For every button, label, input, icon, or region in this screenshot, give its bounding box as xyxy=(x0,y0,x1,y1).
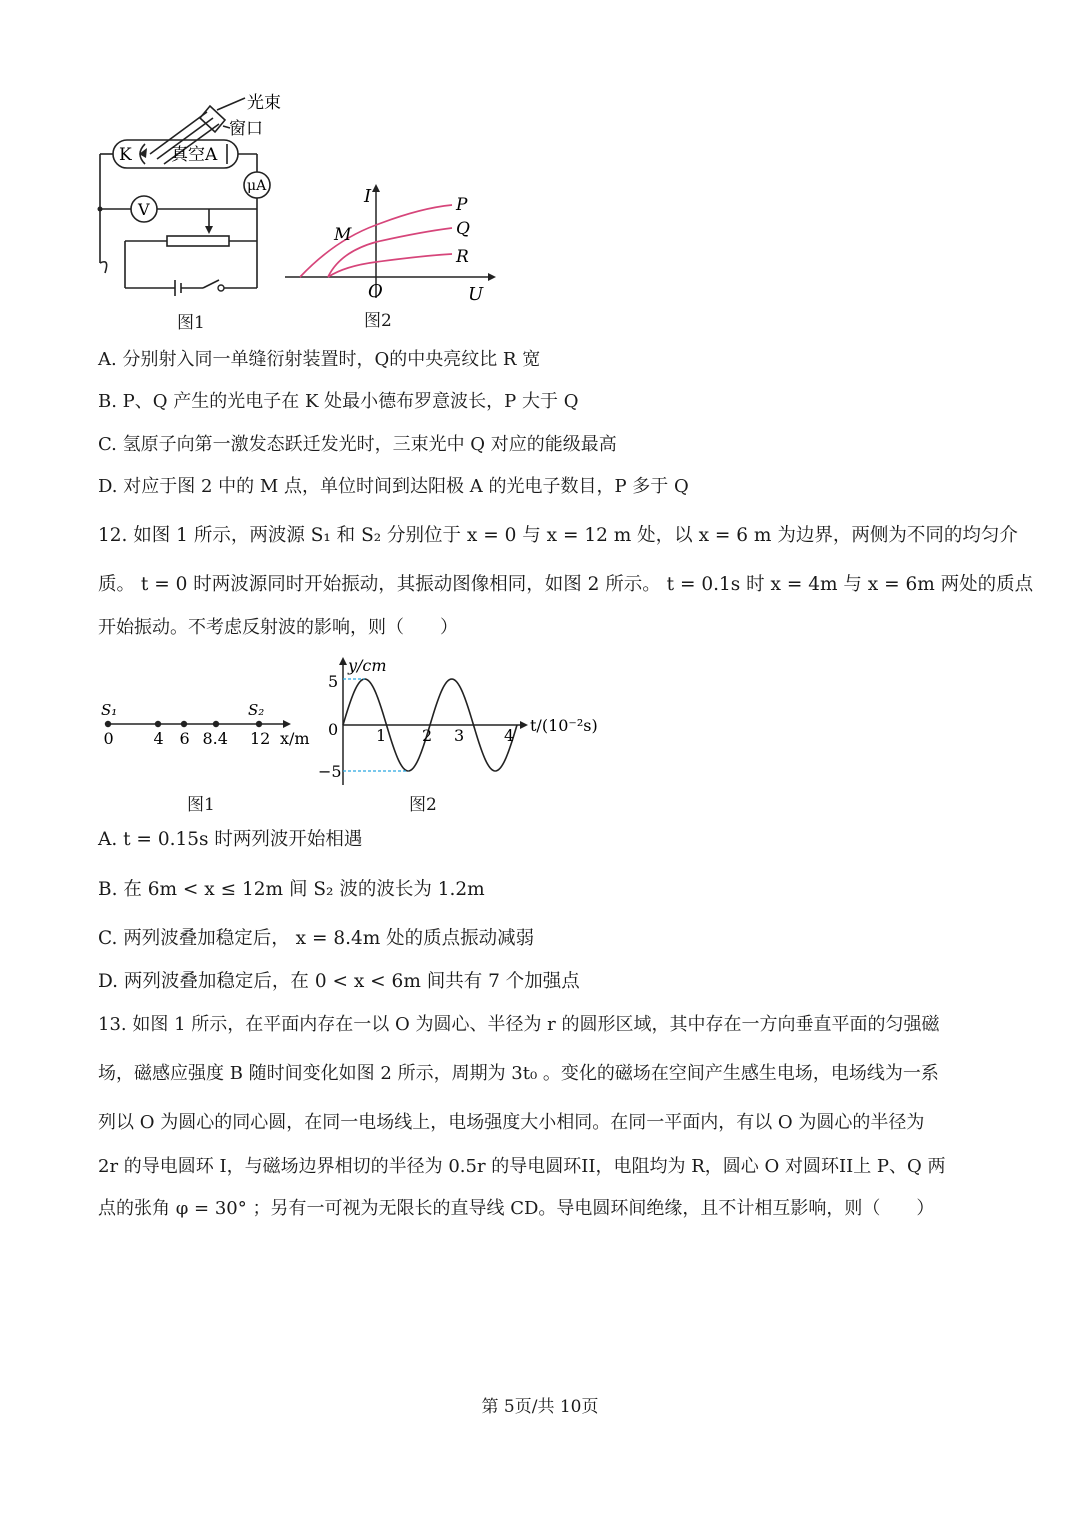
q12-fig2-y-tick-5: 5 xyxy=(328,672,339,691)
q11-fig2-iu-graph xyxy=(280,180,500,305)
q12-option-a: A. t = 0.15s 时两列波开始相遇 xyxy=(98,829,363,850)
page-footer: 第 5页/共 10页 xyxy=(481,1397,599,1417)
q12-fig1-axis-label: x/m xyxy=(280,729,310,748)
q12-option-c: C. 两列波叠加稳定后， x = 8.4m 处的质点振动减弱 xyxy=(98,928,535,949)
q12-fig2-y-tick-0: 0 xyxy=(328,720,339,739)
q12-fig1-tick-3: 8.4 xyxy=(202,729,228,748)
q12-stem-line-1: 12. 如图 1 所示，两波源 S₁ 和 S₂ 分别位于 x = 0 与 x = 12 m 处，以 x = 6 m 为边界，两侧为不同的均匀介 xyxy=(98,525,1018,546)
q11-fig2-u-label: U xyxy=(468,284,484,305)
q12-fig1-caption: 图1 xyxy=(187,795,215,815)
q13-stem-line-2: 场，磁感应强度 B 随时间变化如图 2 所示，周期为 3t₀ 。变化的磁场在空间产生感生电场，电场线为一系 xyxy=(98,1063,939,1084)
q12-fig1-s1-label: S₁ xyxy=(101,701,118,719)
q12-fig1-s2-label: S₂ xyxy=(248,701,265,719)
q11-fig1-window-label: 窗口 xyxy=(229,119,263,139)
q11-fig1-circuit xyxy=(95,88,295,338)
q11-fig1-caption: 图1 xyxy=(177,313,205,333)
q11-fig2-u-arrow xyxy=(488,273,496,281)
q12-fig1-number-line xyxy=(98,695,318,755)
q11-fig1-light-label: 光束 xyxy=(247,93,281,113)
q11-fig2-m-label: M xyxy=(334,225,352,245)
q12-fig1-tick-4: 12 xyxy=(250,729,271,748)
q11-option-c: C. 氢原子向第一激发态跃迁发光时，三束光中 Q 对应的能级最高 xyxy=(98,434,617,455)
q12-option-b: B. 在 6m < x ≤ 12m 间 S₂ 波的波长为 1.2m xyxy=(98,879,485,900)
q11-fig2-curve-r xyxy=(328,254,452,277)
q11-fig2-r-label: R xyxy=(456,247,469,267)
q13-stem-line-3: 列以 O 为圆心的同心圆，在同一电场线上，电场强度大小相同。在同一平面内，有以 O 为圆心的半径为 xyxy=(98,1112,925,1133)
q11-fig2-q-label: Q xyxy=(456,219,470,239)
q11-option-d: D. 对应于图 2 中的 M 点，单位时间到达阳极 A 的光电子数目，P 多于 Q xyxy=(98,476,689,497)
q13-stem-line-5: 点的张角 φ = 30° ；另有一可视为无限长的直导线 CD。导电圆环间绝缘，且不计相互影响，则（ ） xyxy=(98,1198,935,1219)
q12-fig1-tick-2: 6 xyxy=(179,729,190,748)
q12-fig1-point-4 xyxy=(256,721,262,727)
q11-fig2-origin-label: O xyxy=(368,281,383,302)
q12-fig1-tick-0: 0 xyxy=(103,729,114,748)
q12-fig2-caption: 图2 xyxy=(409,795,437,815)
q12-fig2-t-tick-1: 1 xyxy=(376,726,387,745)
q11-option-b: B. P、Q 产生的光电子在 K 处最小德布罗意波长，P 大于 Q xyxy=(98,391,579,412)
q13-stem-line-4: 2r 的导电圆环 I，与磁场边界相切的半径为 0.5r 的导电圆环II，电阻均为 R，圆心 O 对圆环II上 P、Q 两 xyxy=(98,1156,946,1177)
q11-fig1-cathode-label: K xyxy=(119,145,132,165)
q13-stem-line-1: 13. 如图 1 所示，在平面内存在一以 O 为圆心、半径为 r 的圆形区域，其中存在一方向垂直平面的匀强磁 xyxy=(98,1014,940,1035)
q12-stem-line-2: 质。 t = 0 时两波源同时开始振动，其振动图像相同，如图 2 所示。 t = 0.1s 时 x = 4m 与 x = 6m 两处的质点 xyxy=(98,574,1034,595)
q12-fig2-y-label: y/cm xyxy=(348,656,387,675)
q11-fig2-i-arrow xyxy=(372,184,380,192)
q11-fig2-caption: 图2 xyxy=(364,311,392,331)
q12-fig1-tick-1: 4 xyxy=(153,729,164,748)
q11-fig1-voltmeter-label: V xyxy=(138,200,150,219)
q12-fig2-y-tick-neg5: −5 xyxy=(318,762,342,781)
q11-option-a: A. 分别射入同一单缝衍射装置时，Q的中央亮纹比 R 宽 xyxy=(98,349,541,370)
q11-fig2-p-label: P xyxy=(456,195,468,215)
q11-fig1-vacuum-label: 真空A xyxy=(171,145,218,165)
q12-fig2-t-tick-4: 4 xyxy=(504,726,515,745)
q12-fig1-point-3 xyxy=(213,721,219,727)
q12-fig1-point-2 xyxy=(181,721,187,727)
q12-fig2-t-label: t/(10⁻²s) xyxy=(530,716,598,735)
q12-fig1-point-1 xyxy=(155,721,161,727)
q11-fig2-i-label: I xyxy=(364,186,372,207)
q12-fig2-t-tick-2: 2 xyxy=(422,726,433,745)
q11-fig1-ammeter-label: μA xyxy=(247,178,267,194)
q12-stem-line-3: 开始振动。不考虑反射波的影响，则（ ） xyxy=(98,617,458,638)
q12-fig1-point-0 xyxy=(105,721,111,727)
q12-fig2-t-tick-3: 3 xyxy=(454,726,465,745)
q12-option-d: D. 两列波叠加稳定后，在 0 < x < 6m 间共有 7 个加强点 xyxy=(98,971,580,992)
q12-fig2-vibration-graph xyxy=(310,655,600,790)
